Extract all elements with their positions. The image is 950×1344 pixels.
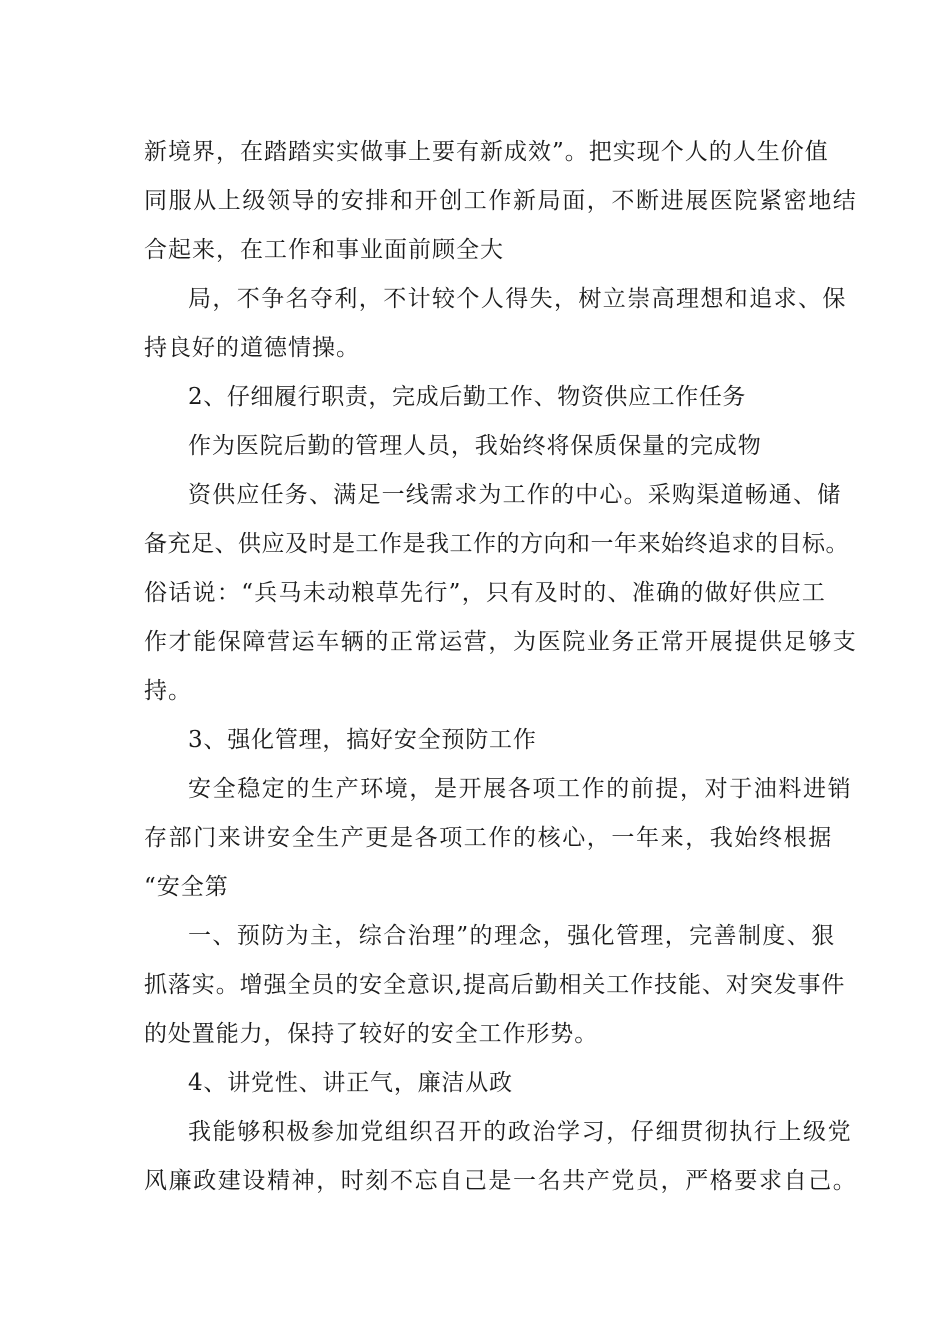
text-line: 作为医院后勤的管理人员，我始终将保质保量的完成物 xyxy=(188,433,762,459)
text-line: 新境界，在踏踏实实做事上要有新成效”。把实现个人的人生价值 xyxy=(144,139,829,165)
text-line: 资供应任务、满足一线需求为工作的中心。采购渠道畅通、储 xyxy=(188,482,842,508)
text-line: 同服从上级领导的安排和开创工作新局面，不断进展医院紧密地结 xyxy=(144,188,858,214)
text-line: 安全稳定的生产环境，是开展各项工作的前提，对于油料进销 xyxy=(188,776,853,802)
text-line: 备充足、供应及时是工作是我工作的方向和一年来始终追求的目标。 xyxy=(144,531,849,557)
text-line: 局，不争名夺利，不计较个人得失，树立崇高理想和追求、保 xyxy=(188,286,847,312)
text-line: 俗话说：“兵马未动粮草先行”，只有及时的、准确的做好供应工 xyxy=(144,580,827,606)
text-line: “安全第 xyxy=(144,874,229,900)
text-line: 持。 xyxy=(144,678,192,704)
section-heading: 2、仔细履行职责，完成后勤工作、物资供应工作任务 xyxy=(188,384,747,410)
text-line: 的处置能力，保持了较好的安全工作形势。 xyxy=(144,1021,599,1047)
section-heading: 4、讲党性、讲正气，廉洁从政 xyxy=(188,1070,513,1096)
text-line: 作才能保障营运车辆的正常运营，为医院业务正常开展提供足够支 xyxy=(144,629,858,655)
text-line: 合起来，在工作和事业面前顾全大 xyxy=(144,237,504,263)
text-line: 风廉政建设精神，时刻不忘自己是一名共产党员，严格要求自己。 xyxy=(144,1168,858,1194)
text-line: 持良好的道德情操。 xyxy=(144,335,360,361)
text-line: 一、预防为主，综合治理”的理念，强化管理，完善制度、狠 xyxy=(188,923,836,949)
text-line: 抓落实。增强全员的安全意识,提高后勤相关工作技能、对突发事件 xyxy=(144,972,846,998)
text-line: 我能够积极参加党组织召开的政治学习，仔细贯彻执行上级党 xyxy=(188,1119,853,1145)
text-line: 存部门来讲安全生产更是各项工作的核心，一年来，我始终根据 xyxy=(144,825,833,851)
section-heading: 3、强化管理，搞好安全预防工作 xyxy=(188,727,537,753)
